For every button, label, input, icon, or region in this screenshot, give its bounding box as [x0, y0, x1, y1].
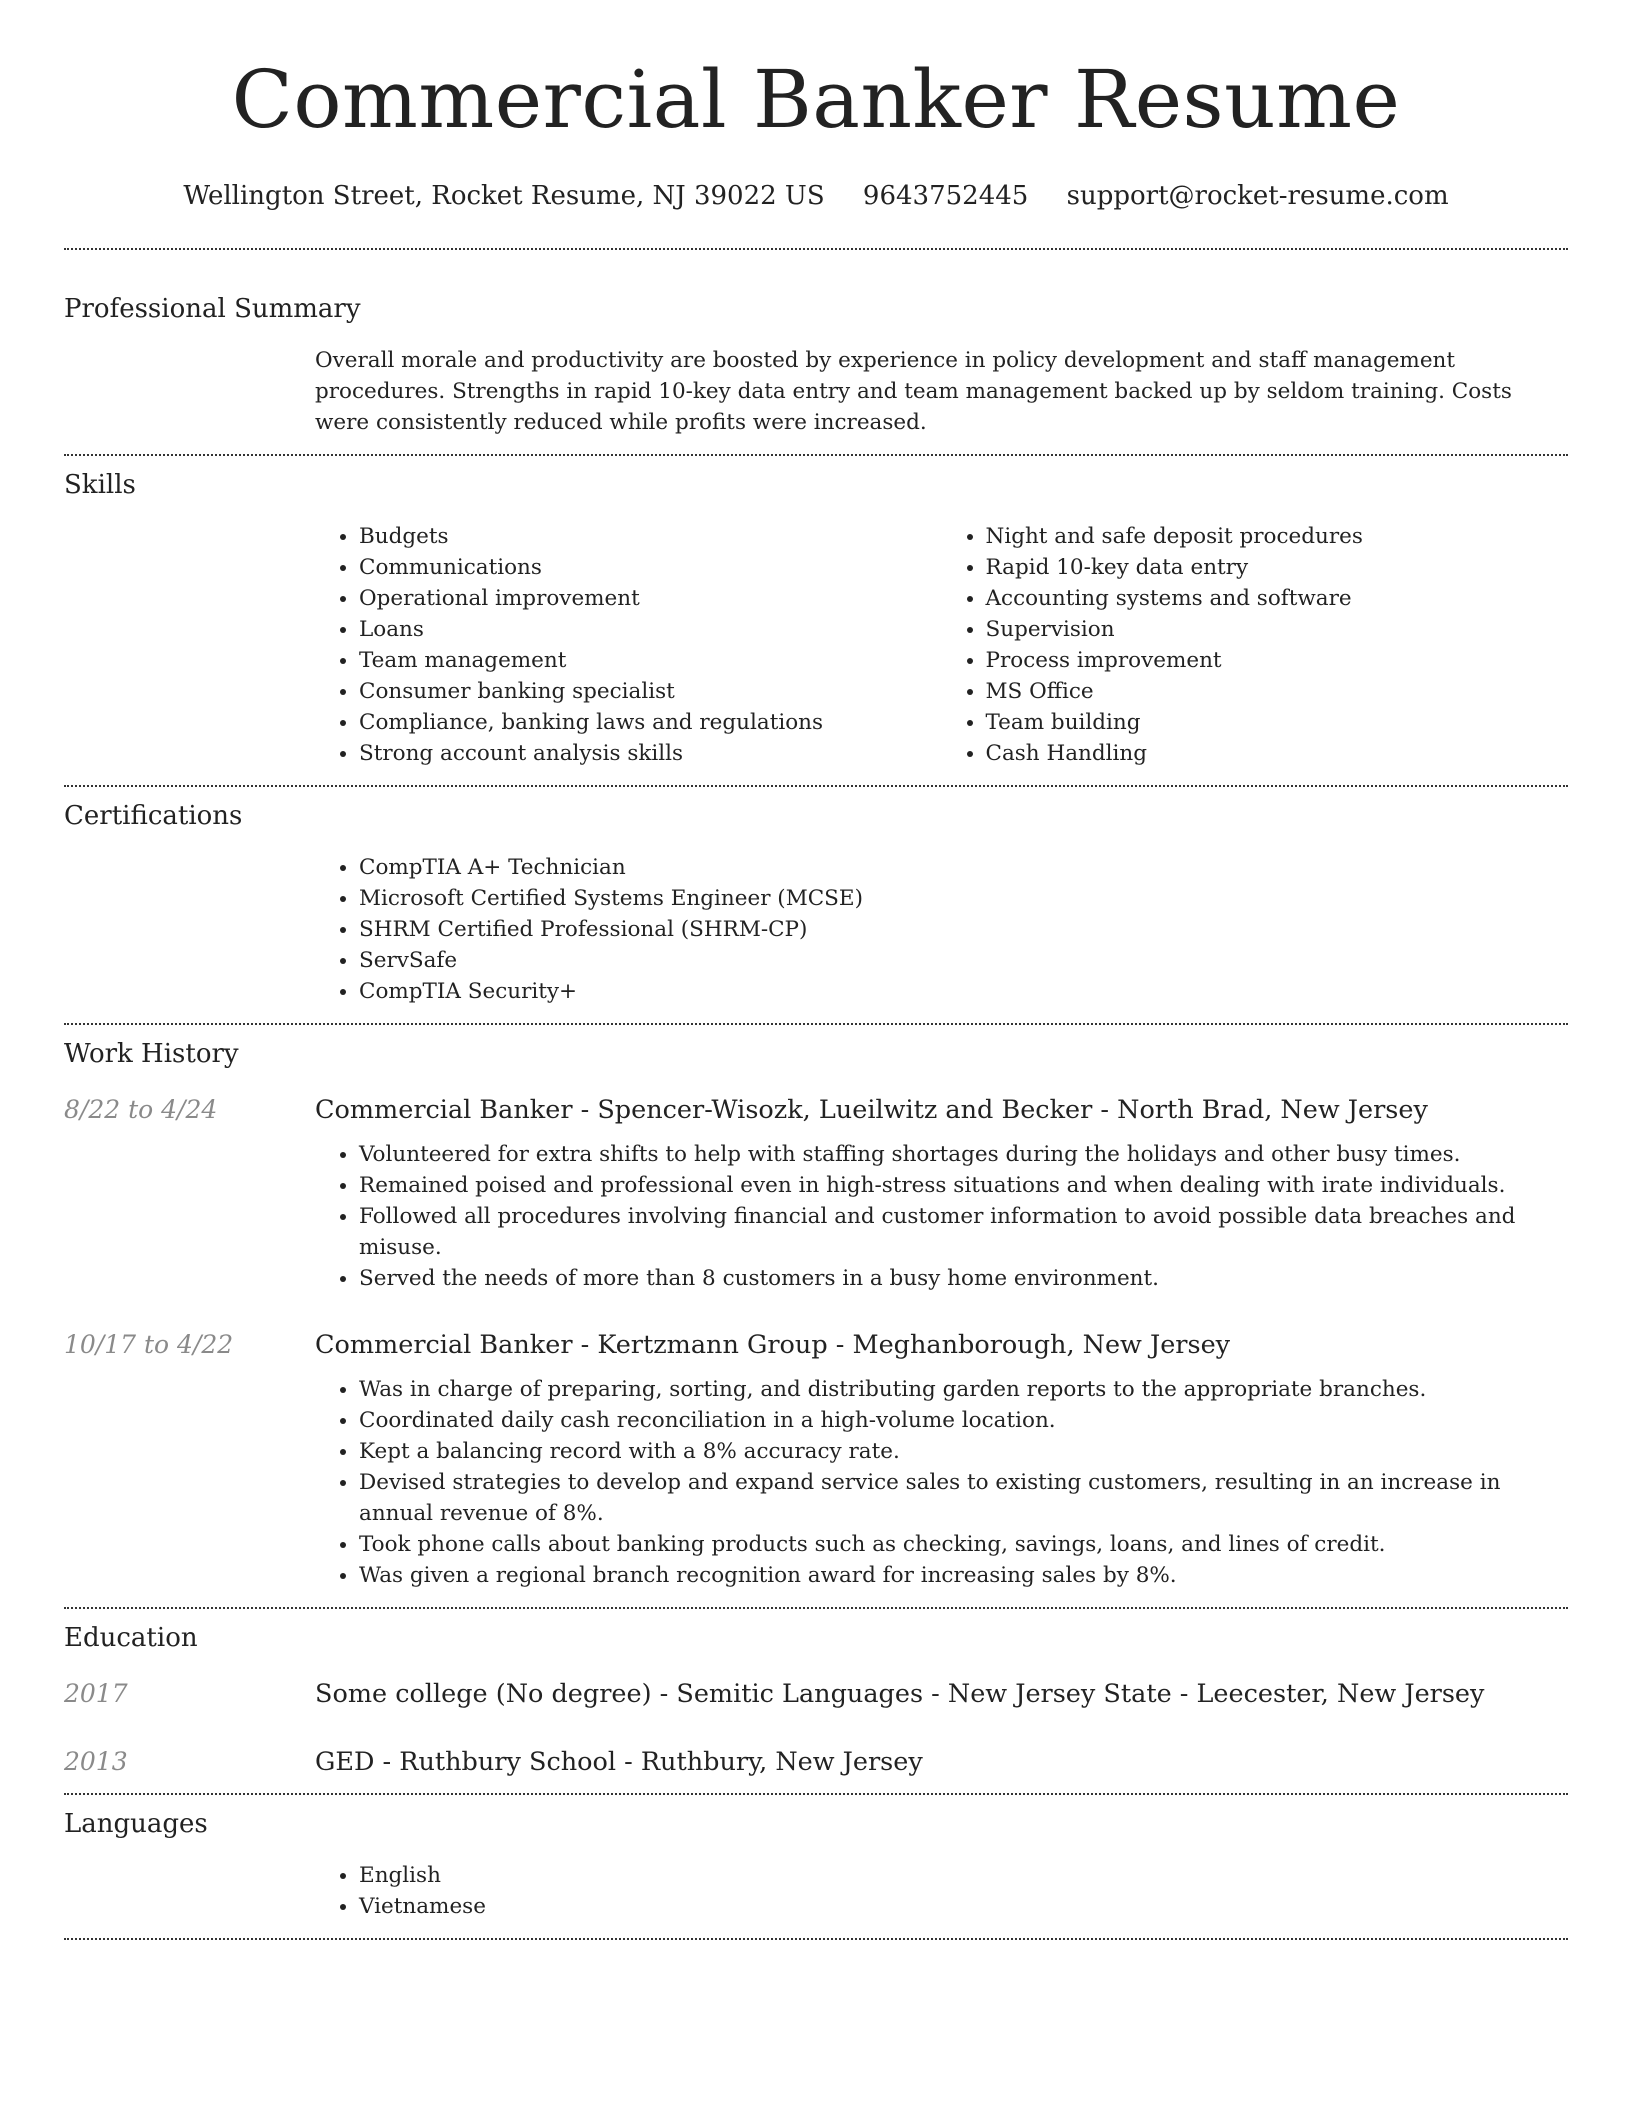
skill-item: • Cash Handling — [986, 738, 1569, 769]
education-section — [0, 1609, 1632, 1779]
certification-item: • Microsoft Certified Systems Engineer (MCSE) — [359, 883, 1568, 914]
job-bullet: • Coordinated daily cash reconciliation in a high-volume location. — [359, 1405, 1568, 1436]
skill-item: • Night and safe deposit procedures — [986, 521, 1569, 552]
summary-content — [315, 345, 1568, 438]
skill-item: • Loans — [359, 614, 942, 645]
languages-list — [315, 1860, 1568, 1922]
job-entry — [64, 1328, 1568, 1591]
certification-item: • SHRM Certified Professional (SHRM-CP) — [359, 914, 1568, 945]
certifications-section — [0, 787, 1632, 1007]
certifications-heading: Certifications — [64, 801, 243, 831]
skill-item: • Accounting systems and software — [986, 583, 1569, 614]
summary-section — [0, 250, 1632, 438]
languages-section — [0, 1795, 1632, 1922]
resume-title: Commercial Banker Resume — [231, 53, 1401, 146]
education-detail: GED - Ruthbury School - Ruthbury, New Jersey — [315, 1747, 923, 1777]
skills-heading: Skills — [64, 470, 136, 500]
skill-item: • Team building — [986, 707, 1569, 738]
certifications-content — [315, 852, 1568, 1007]
contact-address: Wellington Street, Rocket Resume, NJ 39022 US — [183, 181, 825, 211]
job-body — [315, 1093, 1568, 1294]
skill-item: • Compliance, banking laws and regulations — [359, 707, 942, 738]
skills-section — [0, 456, 1632, 769]
job-bullet: • Followed all procedures involving financial and customer information to avoid possible data breaches and misuse. — [359, 1201, 1568, 1263]
education-entry — [64, 1745, 1568, 1779]
languages-content — [315, 1860, 1568, 1922]
skill-item: • Process improvement — [986, 645, 1569, 676]
job-bullet: • Took phone calls about banking products such as checking, savings, loans, and lines of credit. — [359, 1529, 1568, 1560]
job-bullet: • Served the needs of more than 8 customers in a busy home environment. — [359, 1263, 1568, 1294]
contact-phone: 9643752445 — [862, 181, 1029, 211]
job-entry — [64, 1093, 1568, 1294]
job-dates: 10/17 to 4/22 — [64, 1330, 234, 1359]
skill-item: • MS Office — [986, 676, 1569, 707]
education-entry — [64, 1677, 1568, 1711]
skill-item: • Rapid 10-key data entry — [986, 552, 1569, 583]
job-bullets — [315, 1139, 1568, 1294]
job-bullet: • Kept a balancing record with a 8% accuracy rate. — [359, 1436, 1568, 1467]
job-title: Commercial Banker - Kertzmann Group - Meghanborough, New Jersey — [315, 1330, 1231, 1360]
language-item: • English — [359, 1860, 1568, 1891]
language-item: • Vietnamese — [359, 1891, 1568, 1922]
job-bullets — [315, 1374, 1568, 1591]
job-bullet: • Remained poised and professional even in high-stress situations and when dealing with irate individuals. — [359, 1170, 1568, 1201]
education-year: 2017 — [64, 1679, 128, 1708]
skills-columns — [315, 521, 1568, 769]
education-heading: Education — [64, 1623, 198, 1653]
job-title: Commercial Banker - Spencer-Wisozk, Lueilwitz and Becker - North Brad, New Jersey — [315, 1095, 1428, 1125]
job-bullet: • Devised strategies to develop and expand service sales to existing customers, resulting in an increase in annual revenue of 8%. — [359, 1467, 1568, 1529]
skill-item: • Team management — [359, 645, 942, 676]
skills-list-right — [942, 521, 1569, 769]
skill-item: • Supervision — [986, 614, 1569, 645]
skill-item: • Operational improvement — [359, 583, 942, 614]
skill-item: • Strong account analysis skills — [359, 738, 942, 769]
skills-list-left — [315, 521, 942, 769]
skill-item: • Consumer banking specialist — [359, 676, 942, 707]
summary-text: Overall morale and productivity are boosted by experience in policy development and staff management procedures. Strengths in rapid 10-key data entry and team management backed up by seldom training. Costs were consistently reduced while profits were increased. — [315, 348, 1512, 435]
certifications-list — [315, 852, 1568, 1007]
languages-heading: Languages — [64, 1809, 208, 1839]
contact-line — [0, 178, 1632, 214]
skill-item: • Communications — [359, 552, 942, 583]
skill-item: • Budgets — [359, 521, 942, 552]
summary-heading: Professional Summary — [64, 294, 361, 324]
job-bullet: • Volunteered for extra shifts to help with staffing shortages during the holidays and other busy times. — [359, 1139, 1568, 1170]
certification-item: • ServSafe — [359, 945, 1568, 976]
divider — [64, 1938, 1568, 1940]
job-body — [315, 1328, 1568, 1591]
job-dates: 8/22 to 4/24 — [64, 1095, 218, 1124]
job-bullet: • Was in charge of preparing, sorting, and distributing garden reports to the appropriate branches. — [359, 1374, 1568, 1405]
education-detail: Some college (No degree) - Semitic Languages - New Jersey State - Leecester, New Jersey — [315, 1679, 1485, 1709]
certification-item: • CompTIA Security+ — [359, 976, 1568, 1007]
education-year: 2013 — [64, 1747, 128, 1776]
certification-item: • CompTIA A+ Technician — [359, 852, 1568, 883]
work-section — [0, 1025, 1632, 1591]
job-bullet: • Was given a regional branch recognition award for increasing sales by 8%. — [359, 1560, 1568, 1591]
work-heading: Work History — [64, 1039, 239, 1069]
contact-email: support@rocket-resume.com — [1066, 181, 1449, 211]
